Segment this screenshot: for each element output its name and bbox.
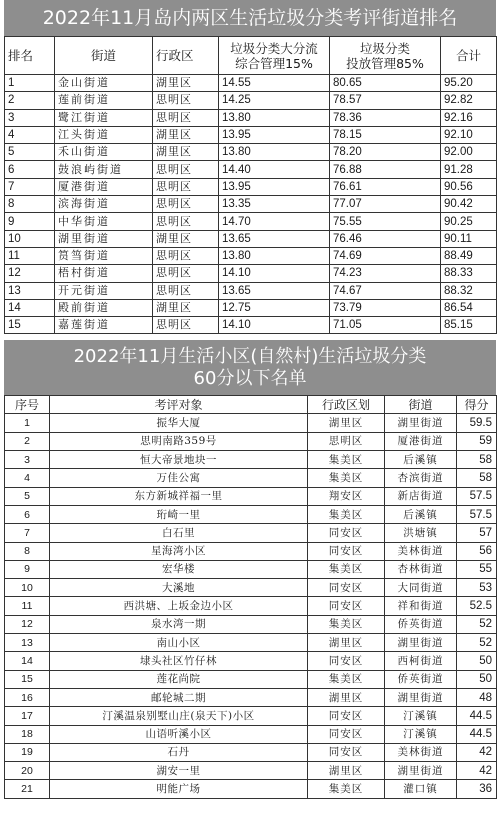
table-row [5,161,497,178]
cell-seq: 14 [5,652,50,670]
table-row [5,178,497,195]
cell-object: 白石里 [50,524,308,542]
cell-total: 90.11 [441,230,497,247]
cell-district: 同安区 [308,743,385,761]
cell-street: 新店街道 [385,487,457,505]
table-row [5,299,497,316]
cell-score: 57.5 [457,505,497,523]
header-street: 街道 [385,396,457,414]
cell-score: 52.5 [457,597,497,615]
cell-seq: 13 [5,634,50,652]
table-row [5,469,497,487]
cell-score: 57 [457,524,497,542]
ranking-title-banner: 2022年11月岛内两区生活垃圾分类考评街道排名 [4,0,496,36]
cell-score-b: 80.65 [330,75,441,92]
cell-object: 恒大帝景地块一 [50,451,308,469]
cell-object: 湖安一里 [50,762,308,780]
cell-street: 嘉莲街道 [55,317,153,334]
table-row [5,524,497,542]
cell-total: 88.32 [441,282,497,299]
header-seq: 序号 [5,396,50,414]
cell-total: 90.56 [441,178,497,195]
cell-total: 92.00 [441,144,497,161]
cell-score-a: 14.70 [219,213,330,230]
community-title-banner [4,340,496,395]
table-row [5,780,497,798]
cell-score-b: 77.07 [330,196,441,213]
cell-score-a: 14.10 [219,317,330,334]
cell-street: 金山街道 [55,75,153,92]
cell-seq: 5 [5,487,50,505]
cell-street: 侨英街道 [385,615,457,633]
cell-street: 美林街道 [385,542,457,560]
cell-score-b: 78.36 [330,109,441,126]
cell-street: 鹭江街道 [55,109,153,126]
cell-score: 59 [457,432,497,450]
table-row [5,317,497,334]
cell-district: 集美区 [308,505,385,523]
cell-score: 55 [457,560,497,578]
table-row [5,579,497,597]
cell-street: 禾山街道 [55,144,153,161]
table-row [5,542,497,560]
cell-rank: 3 [5,109,55,126]
table-row [5,634,497,652]
table-row [5,432,497,450]
header-score: 得分 [457,396,497,414]
table-row [5,265,497,282]
community-list-body [5,414,497,798]
cell-street: 鼓浪屿街道 [55,161,153,178]
cell-district: 同安区 [308,707,385,725]
cell-street: 侨英街道 [385,670,457,688]
cell-score: 44.5 [457,707,497,725]
header-street: 街道 [55,37,153,75]
cell-score: 58 [457,469,497,487]
cell-district: 集美区 [308,451,385,469]
cell-street: 洪塘镇 [385,524,457,542]
community-title-line1: 2022年11月生活小区(自然村)生活垃圾分类 [73,346,427,368]
cell-score: 42 [457,762,497,780]
cell-score: 36 [457,780,497,798]
cell-score-a: 14.40 [219,161,330,178]
cell-district: 集美区 [308,615,385,633]
table-row [5,247,497,264]
cell-street: 湖里街道 [385,414,457,432]
cell-object: 汀溪温泉别墅山庄(泉天下)小区 [50,707,308,725]
cell-score: 44.5 [457,725,497,743]
cell-district: 思明区 [153,109,219,126]
cell-district: 同安区 [308,524,385,542]
cell-score-a: 13.95 [219,178,330,195]
cell-rank: 7 [5,178,55,195]
cell-score: 57.5 [457,487,497,505]
cell-object: 石丹 [50,743,308,761]
header-rank: 排名 [5,37,55,75]
cell-district: 湖里区 [153,75,219,92]
cell-district: 湖里区 [153,299,219,316]
cell-district: 思明区 [308,432,385,450]
cell-score-b: 76.88 [330,161,441,178]
table-row [5,707,497,725]
table-row [5,688,497,706]
cell-district: 湖里区 [308,414,385,432]
cell-score-b: 71.05 [330,317,441,334]
cell-score: 48 [457,688,497,706]
cell-score-b: 73.79 [330,299,441,316]
header-score-a [219,37,330,75]
cell-total: 88.33 [441,265,497,282]
cell-seq: 1 [5,414,50,432]
cell-street: 湖里街道 [385,762,457,780]
cell-object: 思明南路359号 [50,432,308,450]
cell-district: 同安区 [308,597,385,615]
cell-district: 思明区 [153,213,219,230]
cell-score-b: 78.15 [330,126,441,143]
cell-street: 筼筜街道 [55,247,153,264]
cell-street: 大同街道 [385,579,457,597]
cell-street: 湖里街道 [385,688,457,706]
cell-score-b: 75.55 [330,213,441,230]
table-row [5,451,497,469]
cell-street: 殿前街道 [55,299,153,316]
cell-rank: 4 [5,126,55,143]
cell-total: 92.16 [441,109,497,126]
cell-total: 92.82 [441,92,497,109]
table-row [5,487,497,505]
cell-street: 湖里街道 [385,634,457,652]
table-row [5,213,497,230]
cell-score-a: 14.55 [219,75,330,92]
cell-seq: 7 [5,524,50,542]
cell-street: 梧村街道 [55,265,153,282]
cell-score-b: 76.61 [330,178,441,195]
cell-district: 湖里区 [153,144,219,161]
cell-district: 思明区 [153,196,219,213]
table-row [5,92,497,109]
cell-rank: 10 [5,230,55,247]
cell-seq: 17 [5,707,50,725]
table-row [5,652,497,670]
cell-rank: 11 [5,247,55,264]
cell-district: 湖里区 [153,230,219,247]
cell-district: 同安区 [308,652,385,670]
cell-district: 思明区 [153,247,219,264]
cell-street: 厦港街道 [55,178,153,195]
cell-district: 同安区 [308,542,385,560]
cell-seq: 9 [5,560,50,578]
cell-district: 湖里区 [308,634,385,652]
cell-rank: 14 [5,299,55,316]
cell-object: 泉水湾一期 [50,615,308,633]
cell-district: 湖里区 [308,688,385,706]
cell-score: 56 [457,542,497,560]
cell-total: 86.54 [441,299,497,316]
cell-total: 90.25 [441,213,497,230]
cell-seq: 16 [5,688,50,706]
cell-seq: 21 [5,780,50,798]
cell-district: 思明区 [153,178,219,195]
cell-score-a: 13.65 [219,230,330,247]
cell-district: 集美区 [308,469,385,487]
cell-score-a: 14.10 [219,265,330,282]
cell-score-a: 13.35 [219,196,330,213]
cell-rank: 2 [5,92,55,109]
cell-score-b: 78.20 [330,144,441,161]
header-district: 行政区 [153,37,219,75]
cell-score-b: 74.23 [330,265,441,282]
header-total: 合计 [441,37,497,75]
cell-street: 莲前街道 [55,92,153,109]
table-row [5,126,497,143]
cell-district: 翔安区 [308,487,385,505]
table-row [5,414,497,432]
cell-street: 中华街道 [55,213,153,230]
cell-total: 91.28 [441,161,497,178]
cell-object: 振华大厦 [50,414,308,432]
cell-district: 思明区 [153,265,219,282]
cell-object: 珩崎一里 [50,505,308,523]
cell-street: 江头街道 [55,126,153,143]
cell-district: 思明区 [153,161,219,178]
cell-rank: 6 [5,161,55,178]
community-list-table [4,395,497,798]
cell-object: 东方新城祥福一里 [50,487,308,505]
cell-seq: 8 [5,542,50,560]
header-score-b [330,37,441,75]
cell-district: 集美区 [308,560,385,578]
cell-district: 思明区 [153,317,219,334]
cell-street: 祥和街道 [385,597,457,615]
cell-score-a: 13.95 [219,126,330,143]
cell-seq: 2 [5,432,50,450]
header-district: 行政区划 [308,396,385,414]
cell-street: 汀溪镇 [385,707,457,725]
cell-district: 同安区 [308,725,385,743]
cell-score: 42 [457,743,497,761]
cell-street: 杏滨街道 [385,469,457,487]
table-row [5,505,497,523]
cell-seq: 6 [5,505,50,523]
street-ranking-table [4,36,497,334]
table-row [5,743,497,761]
header-score-b-line1: 垃圾分类 [359,40,410,56]
cell-score: 52 [457,615,497,633]
cell-street: 灌口镇 [385,780,457,798]
cell-district: 集美区 [308,780,385,798]
cell-seq: 18 [5,725,50,743]
table-header-row [5,396,497,414]
cell-street: 汀溪镇 [385,725,457,743]
cell-score-b: 76.46 [330,230,441,247]
cell-score-a: 13.65 [219,282,330,299]
cell-score-b: 74.67 [330,282,441,299]
cell-object: 西洪塘、上坂金边小区 [50,597,308,615]
header-score-a-line1: 垃圾分类大分流 [230,40,318,56]
cell-district: 湖里区 [308,762,385,780]
table-row [5,597,497,615]
cell-seq: 19 [5,743,50,761]
cell-object: 宏华楼 [50,560,308,578]
cell-object: 万佳公寓 [50,469,308,487]
cell-seq: 10 [5,579,50,597]
cell-score: 59.5 [457,414,497,432]
cell-total: 90.42 [441,196,497,213]
cell-score: 58 [457,451,497,469]
cell-rank: 9 [5,213,55,230]
cell-seq: 4 [5,469,50,487]
cell-object: 莲花尚院 [50,670,308,688]
cell-object: 埭头社区竹仔林 [50,652,308,670]
cell-score-a: 13.80 [219,109,330,126]
header-score-b-line2: 投放管理85% [346,55,424,71]
cell-rank: 15 [5,317,55,334]
cell-score-a: 13.80 [219,247,330,264]
cell-score: 52 [457,634,497,652]
cell-rank: 5 [5,144,55,161]
cell-street: 西柯街道 [385,652,457,670]
cell-object: 明能广场 [50,780,308,798]
cell-total: 92.10 [441,126,497,143]
cell-total: 88.49 [441,247,497,264]
table-row [5,615,497,633]
street-ranking-body [5,75,497,334]
table-row [5,560,497,578]
cell-score-b: 78.57 [330,92,441,109]
table-row [5,670,497,688]
cell-seq: 12 [5,615,50,633]
cell-object: 山语听溪小区 [50,725,308,743]
header-object: 考评对象 [50,396,308,414]
cell-district: 湖里区 [153,126,219,143]
cell-object: 邮轮城二期 [50,688,308,706]
cell-score-a: 13.80 [219,144,330,161]
table-header-row [5,37,497,75]
cell-district: 思明区 [153,282,219,299]
cell-street: 后溪镇 [385,505,457,523]
cell-seq: 3 [5,451,50,469]
cell-score-a: 14.25 [219,92,330,109]
table-row [5,109,497,126]
cell-rank: 8 [5,196,55,213]
cell-seq: 15 [5,670,50,688]
cell-street: 湖里街道 [55,230,153,247]
cell-score: 50 [457,652,497,670]
cell-score: 50 [457,670,497,688]
cell-street: 后溪镇 [385,451,457,469]
cell-seq: 11 [5,597,50,615]
cell-score-b: 74.69 [330,247,441,264]
cell-street: 厦港街道 [385,432,457,450]
cell-total: 85.15 [441,317,497,334]
table-row [5,75,497,92]
header-score-a-line2: 综合管理15% [235,55,313,71]
table-row [5,762,497,780]
cell-street: 杏林街道 [385,560,457,578]
cell-object: 星海湾小区 [50,542,308,560]
table-row [5,230,497,247]
cell-district: 集美区 [308,670,385,688]
table-row [5,282,497,299]
cell-total: 95.20 [441,75,497,92]
table-row [5,725,497,743]
cell-score: 53 [457,579,497,597]
cell-rank: 1 [5,75,55,92]
cell-street: 美林街道 [385,743,457,761]
table-row [5,144,497,161]
cell-object: 大溪地 [50,579,308,597]
cell-street: 开元街道 [55,282,153,299]
cell-street: 滨海街道 [55,196,153,213]
table-row [5,196,497,213]
cell-object: 南山小区 [50,634,308,652]
cell-district: 同安区 [308,579,385,597]
cell-rank: 12 [5,265,55,282]
cell-seq: 20 [5,762,50,780]
cell-score-a: 12.75 [219,299,330,316]
community-title-line2: 60分以下名单 [193,368,307,390]
cell-district: 思明区 [153,92,219,109]
cell-rank: 13 [5,282,55,299]
